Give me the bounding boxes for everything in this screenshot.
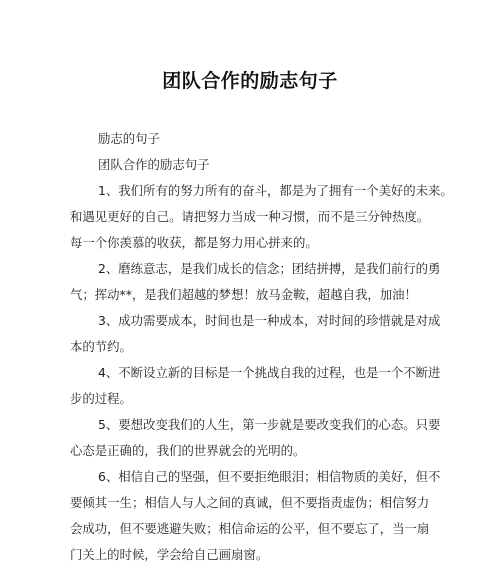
paragraph-line: 5、要想改变我们的人生，第一步就是要改变我们的心态。只要 — [98, 417, 441, 432]
paragraph-line: 和遇见更好的自己。请把努力当成一种习惯，而不是三分钟热度。 — [70, 209, 430, 224]
paragraph-line: 团队合作的励志句子 — [98, 157, 210, 172]
paragraph-line: 要倾其一生；相信人与人之间的真诚，但不要指责虚伪；相信努力 — [70, 495, 430, 510]
document-title: 团队合作的励志句子 — [162, 70, 338, 92]
paragraph-line: 1、我们所有的努力所有的奋斗，都是为了拥有一个美好的未来。 — [98, 183, 453, 198]
paragraph-line: 气；挥动**，是我们超越的梦想！放马金鞍，超越自我，加油！ — [70, 287, 417, 302]
paragraph-line: 会成功，但不要逃避失败；相信命运的公平，但不要忘了，当一扇 — [70, 521, 430, 536]
paragraph-line: 心态是正确的，我们的世界就会的光明的。 — [70, 443, 306, 458]
paragraph-line: 步的过程。 — [70, 391, 132, 406]
paragraph-line: 每一个你羡慕的收获，都是努力用心拼来的。 — [70, 235, 318, 250]
paragraph-line: 4、不断设立新的目标是一个挑战自我的过程，也是一个不断进 — [98, 365, 441, 380]
paragraph-line: 2、磨练意志，是我们成长的信念；团结拼搏，是我们前行的勇 — [98, 261, 441, 276]
document-body — [70, 126, 453, 568]
paragraph-line: 6、相信自己的坚强，但不要拒绝眼泪；相信物质的美好，但不 — [98, 469, 441, 484]
paragraph-line: 本的节约。 — [70, 339, 132, 354]
paragraph-line: 3、成功需要成本，时间也是一种成本，对时间的珍惜就是对成 — [98, 313, 441, 328]
paragraph-line: 门关上的时候，学会给自己画扇窗。 — [70, 547, 269, 562]
paragraph-line: 励志的句子 — [98, 131, 160, 146]
